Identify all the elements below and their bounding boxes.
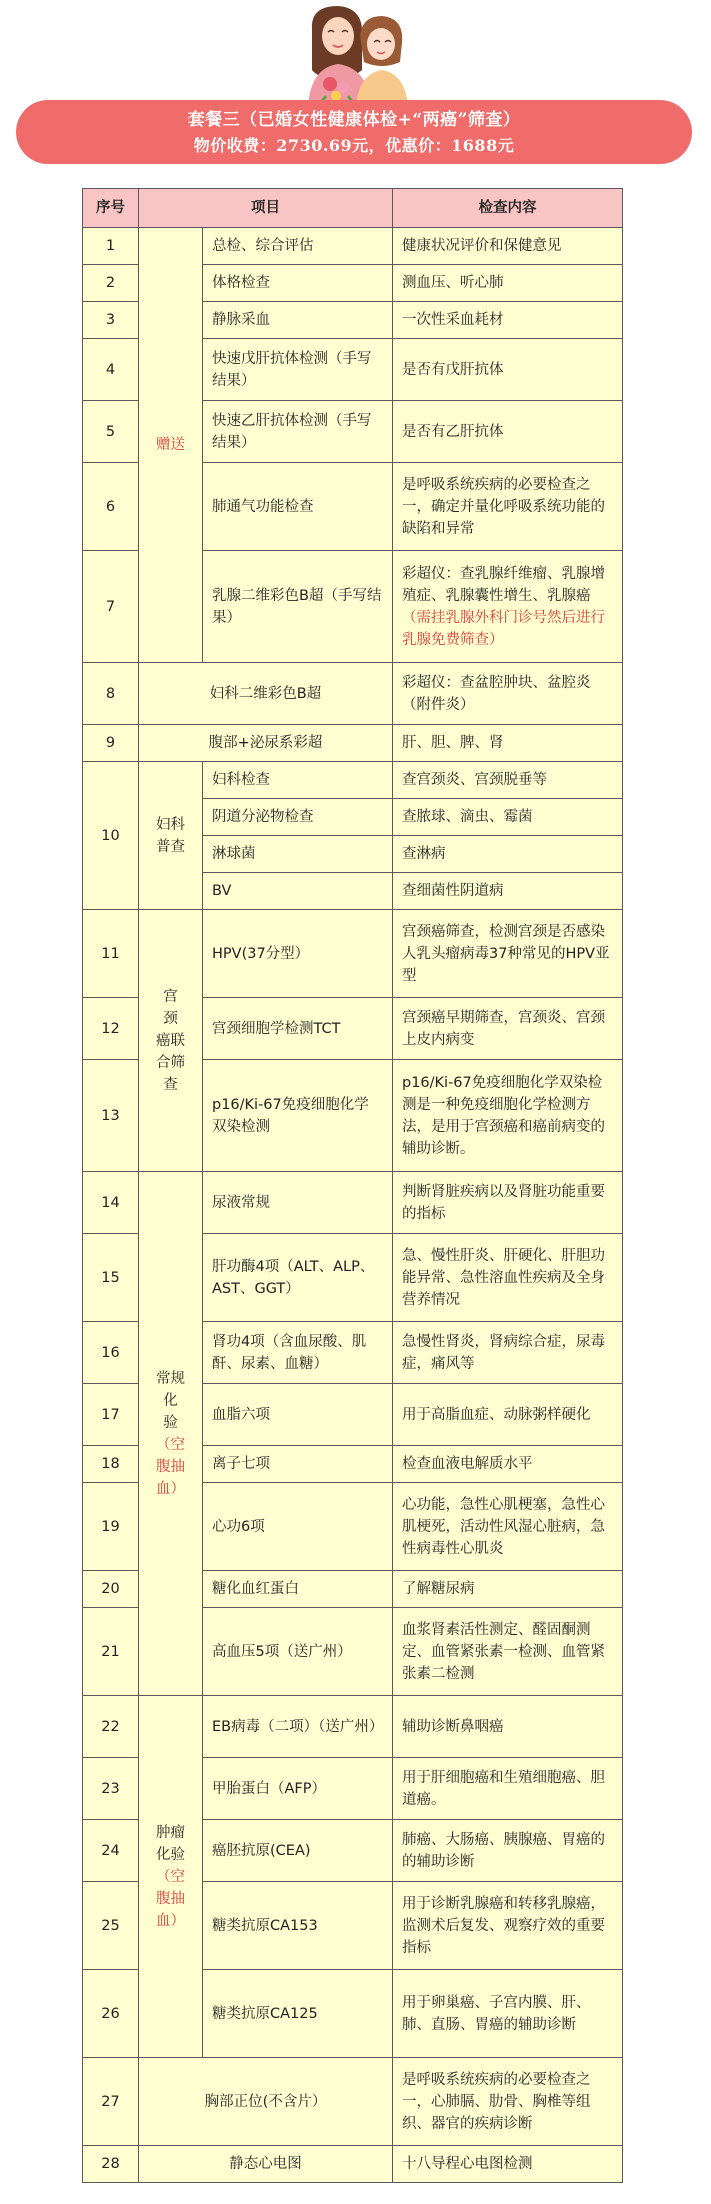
- row-number: 6: [83, 463, 139, 551]
- group-label: 血）: [156, 1480, 185, 1497]
- item-content: 查宫颈炎、宫颈脱垂等: [393, 762, 623, 799]
- row-number: 26: [83, 1970, 139, 2058]
- item-name: 癌胚抗原(CEA): [203, 1820, 393, 1882]
- row-number: 23: [83, 1758, 139, 1820]
- package-title: 套餐三（已婚女性健康体检+“两癌”筛查）: [187, 110, 521, 130]
- group-label: 癌联: [156, 1032, 185, 1049]
- item-name: p16/Ki-67免疫细胞化学双染检测: [203, 1060, 393, 1172]
- item-name: 腹部+泌尿系彩超: [139, 725, 393, 762]
- item-name: 离子七项: [203, 1446, 393, 1483]
- item-content: 判断肾脏疾病以及肾脏功能重要的指标: [393, 1172, 623, 1234]
- table-row: [83, 910, 623, 998]
- table-row: [83, 2146, 623, 2183]
- group-label: 颈: [163, 1010, 178, 1027]
- item-name: 肾功4项（含血尿酸、肌酐、尿素、血糖）: [203, 1322, 393, 1384]
- header-content: 检查内容: [393, 189, 623, 228]
- item-content: 急、慢性肝炎、肝硬化、肝胆功能异常、急性溶血性疾病及全身营养情况: [393, 1234, 623, 1322]
- row-number: 7: [83, 551, 139, 663]
- item-name: 阴道分泌物检查: [203, 799, 393, 836]
- table-row: [83, 663, 623, 725]
- row-number: 11: [83, 910, 139, 998]
- item-name: 妇科检查: [203, 762, 393, 799]
- table-row: [83, 1696, 623, 1758]
- group-label: 腹抽: [156, 1890, 185, 1907]
- item-name: 静脉采血: [203, 302, 393, 339]
- row-number: 16: [83, 1322, 139, 1384]
- item-name: 甲胎蛋白（AFP）: [203, 1758, 393, 1820]
- row-number: 22: [83, 1696, 139, 1758]
- item-content: 辅助诊断鼻咽癌: [393, 1696, 623, 1758]
- item-content: 检查血液电解质水平: [393, 1446, 623, 1483]
- item-name: BV: [203, 873, 393, 910]
- item-name: 淋球菌: [203, 836, 393, 873]
- content-text: 彩超仪：查乳腺纤维瘤、乳腺增殖症、乳腺囊性增生、乳腺癌: [402, 565, 605, 604]
- group-label: 查: [163, 1076, 178, 1093]
- item-content: 彩超仪：查盆腔肿块、盆腔炎（附件炎）: [393, 663, 623, 725]
- item-name: 静态心电图: [139, 2146, 393, 2183]
- item-content: 用于肝细胞癌和生殖细胞癌、胆道癌。: [393, 1758, 623, 1820]
- header-item: 项目: [139, 189, 393, 228]
- item-content: 查脓球、滴虫、霉菌: [393, 799, 623, 836]
- group-label: 验: [163, 1414, 178, 1431]
- row-number: 21: [83, 1608, 139, 1696]
- item-name: 糖化血红蛋白: [203, 1571, 393, 1608]
- row-number: 9: [83, 725, 139, 762]
- row-number: 13: [83, 1060, 139, 1172]
- group-label: 普查: [156, 838, 185, 855]
- row-number: 25: [83, 1882, 139, 1970]
- item-name: 糖类抗原CA153: [203, 1882, 393, 1970]
- table-row: [83, 1172, 623, 1234]
- package-banner: [16, 100, 692, 164]
- row-number: 20: [83, 1571, 139, 1608]
- item-content: 宫颈癌早期筛查，宫颈炎、宫颈上皮内病变: [393, 998, 623, 1060]
- group-tumor: [139, 1696, 203, 2058]
- row-number: 14: [83, 1172, 139, 1234]
- item-content: 肝、胆、脾、肾: [393, 725, 623, 762]
- group-gift: 赠送: [139, 228, 203, 663]
- row-number: 15: [83, 1234, 139, 1322]
- item-name: 快速戊肝抗体检测（手写结果）: [203, 339, 393, 401]
- item-name: 乳腺二维彩色B超（手写结果）: [203, 551, 393, 663]
- row-number: 3: [83, 302, 139, 339]
- table-row: [83, 762, 623, 799]
- group-gyn: [139, 762, 203, 910]
- row-number: 24: [83, 1820, 139, 1882]
- item-content: 健康状况评价和保健意见: [393, 228, 623, 265]
- item-content: 是否有戊肝抗体: [393, 339, 623, 401]
- row-number: 8: [83, 663, 139, 725]
- item-name: 总检、综合评估: [203, 228, 393, 265]
- table-row: [83, 725, 623, 762]
- group-routine: [139, 1172, 203, 1696]
- item-name: 糖类抗原CA125: [203, 1970, 393, 2058]
- item-content: p16/Ki-67免疫细胞化学双染检测是一种免疫细胞化学检测方法，是用于宫颈癌和癌前病变的辅助诊断。: [393, 1060, 623, 1172]
- group-label: 血）: [156, 1912, 185, 1929]
- item-name: 胸部正位(不含片）: [139, 2058, 393, 2146]
- header-no: 序号: [83, 189, 139, 228]
- item-content: 急慢性肾炎，肾病综合症，尿毒症，痛风等: [393, 1322, 623, 1384]
- row-number: 1: [83, 228, 139, 265]
- group-label: （空: [156, 1436, 185, 1453]
- content-note: （需挂乳腺外科门诊号然后进行乳腺免费筛查）: [402, 609, 605, 648]
- group-label: 化验: [156, 1846, 185, 1863]
- group-label: 常规: [156, 1370, 185, 1387]
- item-content: 是呼吸系统疾病的必要检查之一，确定并量化呼吸系统功能的缺陷和异常: [393, 463, 623, 551]
- row-number: 4: [83, 339, 139, 401]
- item-content: 是否有乙肝抗体: [393, 401, 623, 463]
- checkup-items-table: [82, 188, 623, 2183]
- item-content: 十八导程心电图检测: [393, 2146, 623, 2183]
- group-label: 腹抽: [156, 1458, 185, 1475]
- item-content: 是呼吸系统疾病的必要检查之一，心肺膈、肋骨、胸椎等组织、器官的疾病诊断: [393, 2058, 623, 2146]
- item-content: 用于卵巢癌、子宫内膜、肝、肺、直肠、胃癌的辅助诊断: [393, 1970, 623, 2058]
- group-label: 合筛: [156, 1054, 185, 1071]
- item-content: 用于诊断乳腺癌和转移乳腺癌，监测术后复发、观察疗效的重要指标: [393, 1882, 623, 1970]
- mother-daughter-illustration: [290, 0, 420, 108]
- package-price: 物价收费：2730.69元，优惠价：1688元: [193, 136, 515, 155]
- item-content: 查淋病: [393, 836, 623, 873]
- row-number: 27: [83, 2058, 139, 2146]
- item-name: 体格检查: [203, 265, 393, 302]
- item-name: 血脂六项: [203, 1384, 393, 1446]
- item-content: 测血压、听心肺: [393, 265, 623, 302]
- item-content: 用于高脂血症、动脉粥样硬化: [393, 1384, 623, 1446]
- row-number: 10: [83, 762, 139, 910]
- item-name: 快速乙肝抗体检测（手写结果）: [203, 401, 393, 463]
- item-name: 肝功酶4项（ALT、ALP、AST、GGT）: [203, 1234, 393, 1322]
- table-row: [83, 2058, 623, 2146]
- item-content: 查细菌性阴道病: [393, 873, 623, 910]
- group-label: 妇科: [156, 816, 185, 833]
- table-header-row: [83, 189, 623, 228]
- row-number: 2: [83, 265, 139, 302]
- item-name: 宫颈细胞学检测TCT: [203, 998, 393, 1060]
- row-number: 28: [83, 2146, 139, 2183]
- item-name: 妇科二维彩色B超: [139, 663, 393, 725]
- item-content: 一次性采血耗材: [393, 302, 623, 339]
- item-content: 血浆肾素活性测定、醛固酮测定、血管紧张素一检测、血管紧张素二检测: [393, 1608, 623, 1696]
- table-row: [83, 228, 623, 265]
- item-content: [393, 551, 623, 663]
- item-content: 肺癌、大肠癌、胰腺癌、胃癌的的辅助诊断: [393, 1820, 623, 1882]
- item-name: HPV(37分型）: [203, 910, 393, 998]
- item-content: 心功能，急性心肌梗塞，急性心肌梗死，活动性风湿心脏病，急性病毒性心肌炎: [393, 1483, 623, 1571]
- row-number: 5: [83, 401, 139, 463]
- group-label: 肿瘤: [156, 1824, 185, 1841]
- item-name: 肺通气功能检查: [203, 463, 393, 551]
- row-number: 19: [83, 1483, 139, 1571]
- group-label: 宫: [163, 988, 178, 1005]
- row-number: 12: [83, 998, 139, 1060]
- item-name: 心功6项: [203, 1483, 393, 1571]
- item-content: 了解糖尿病: [393, 1571, 623, 1608]
- item-name: 高血压5项（送广州）: [203, 1608, 393, 1696]
- item-name: 尿液常规: [203, 1172, 393, 1234]
- item-name: EB病毒（二项）（送广州）: [203, 1696, 393, 1758]
- row-number: 18: [83, 1446, 139, 1483]
- row-number: 17: [83, 1384, 139, 1446]
- group-label: （空: [156, 1868, 185, 1885]
- group-label: 化: [163, 1392, 178, 1409]
- group-cervical: [139, 910, 203, 1172]
- item-content: 宫颈癌筛查，检测宫颈是否感染人乳头瘤病毒37种常见的HPV亚型: [393, 910, 623, 998]
